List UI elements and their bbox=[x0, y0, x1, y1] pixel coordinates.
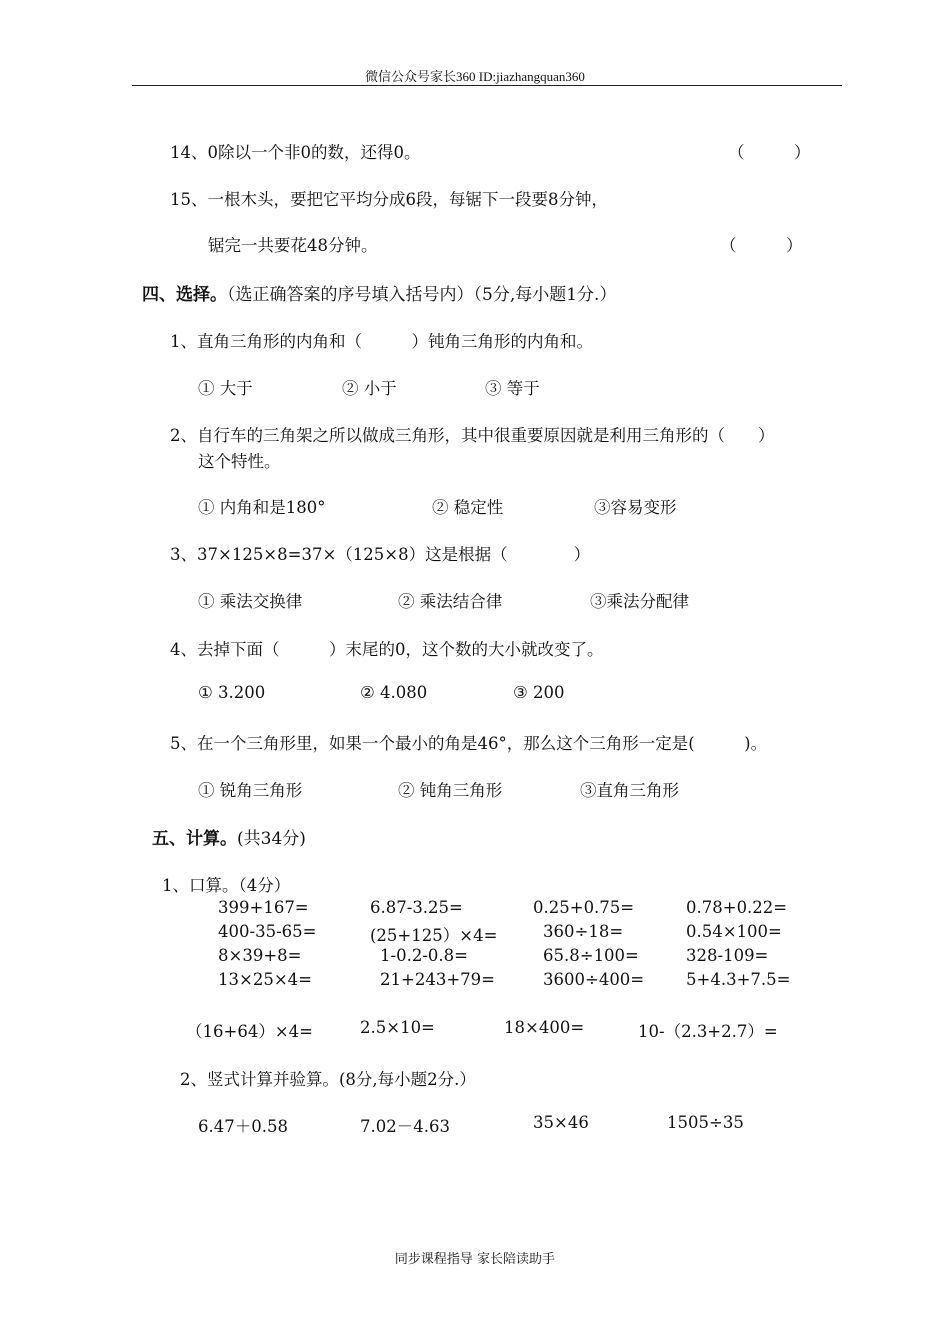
oral-item: （16+64）×4= bbox=[186, 1022, 313, 1041]
section-4-title: 四、选择。 bbox=[142, 285, 227, 305]
oral-item: 5+4.3+7.5= bbox=[686, 970, 791, 989]
page-header: 微信公众号家长360 ID:jiazhangquan360 bbox=[365, 69, 585, 84]
choice-q5-option-3: ③直角三角形 bbox=[580, 781, 679, 800]
oral-item: 21+243+79= bbox=[380, 970, 495, 989]
choice-q4-option-2: ② 4.080 bbox=[360, 683, 428, 702]
choice-q3-option-2: ② 乘法结合律 bbox=[398, 592, 503, 611]
oral-item: 13×25×4= bbox=[218, 970, 312, 989]
question-14: 14、0除以一个非0的数，还得0。 bbox=[170, 143, 421, 162]
choice-q4-option-3: ③ 200 bbox=[513, 683, 565, 702]
header-rule bbox=[132, 85, 842, 86]
oral-item: 2.5×10= bbox=[360, 1018, 435, 1037]
question-15-line1: 15、一根木头，要把它平均分成6段，每锯下一段要8分钟， bbox=[170, 190, 608, 209]
oral-item: 0.54×100= bbox=[686, 922, 782, 941]
oral-item: 0.78+0.22= bbox=[686, 898, 788, 917]
choice-q4-option-1: ① 3.200 bbox=[198, 683, 266, 702]
oral-item: 328-109= bbox=[686, 946, 769, 965]
section-5-note: (共34分) bbox=[237, 829, 306, 849]
question-15-line2: 锯完一共要花48分钟。 bbox=[208, 236, 378, 255]
choice-q1-option-2: ② 小于 bbox=[342, 379, 397, 398]
oral-item: 6.87-3.25= bbox=[370, 898, 463, 917]
oral-calc-title: 1、口算。（4分） bbox=[162, 876, 291, 895]
oral-item: 65.8÷100= bbox=[543, 946, 639, 965]
vertical-calc-item: 6.47＋0.58 bbox=[198, 1117, 288, 1136]
page-footer: 同步课程指导 家长陪读助手 bbox=[394, 1252, 556, 1267]
choice-q1-option-1: ① 大于 bbox=[198, 379, 253, 398]
vertical-calc-item: 7.02－4.63 bbox=[360, 1117, 450, 1136]
section-5-heading bbox=[152, 824, 306, 849]
oral-item: 0.25+0.75= bbox=[533, 898, 635, 917]
choice-q3-option-3: ③乘法分配律 bbox=[590, 592, 689, 611]
vertical-calc-item: 35×46 bbox=[533, 1113, 589, 1132]
choice-q5-option-1: ① 锐角三角形 bbox=[198, 781, 303, 800]
choice-q5: 5、在一个三角形里，如果一个最小的角是46°，那么这个三角形一定是( )。 bbox=[170, 734, 768, 753]
oral-item: 8×39+8= bbox=[218, 946, 302, 965]
answer-paren-15: （ ） bbox=[720, 236, 803, 255]
vertical-calc-item: 1505÷35 bbox=[667, 1113, 744, 1132]
oral-item: 400-35-65= bbox=[218, 922, 317, 941]
choice-q3-option-1: ① 乘法交换律 bbox=[198, 592, 303, 611]
choice-q2-line1: 2、自行车的三角架之所以做成三角形，其中很重要原因就是利用三角形的（ ） bbox=[170, 426, 775, 445]
choice-q3: 3、37×125×8=37×（125×8）这是根据（ ） bbox=[170, 545, 591, 564]
section-4-heading bbox=[142, 280, 616, 305]
choice-q5-option-2: ② 钝角三角形 bbox=[398, 781, 503, 800]
oral-item: 399+167= bbox=[218, 898, 309, 917]
oral-item: 3600÷400= bbox=[543, 970, 645, 989]
choice-q1: 1、直角三角形的内角和（ ）钝角三角形的内角和。 bbox=[170, 332, 593, 351]
oral-item: 10-（2.3+2.7）= bbox=[638, 1022, 778, 1041]
oral-item: 1-0.2-0.8= bbox=[380, 946, 468, 965]
choice-q2-option-1: ① 内角和是180° bbox=[198, 498, 326, 517]
oral-item: 360÷18= bbox=[543, 922, 624, 941]
oral-item: (25+125）×4= bbox=[370, 926, 498, 945]
answer-paren-14: （ ） bbox=[728, 143, 811, 162]
choice-q2-option-2: ② 稳定性 bbox=[432, 498, 504, 517]
choice-q2-line2: 这个特性。 bbox=[198, 452, 281, 471]
oral-item: 18×400= bbox=[504, 1018, 585, 1037]
section-5-title: 五、计算。 bbox=[152, 829, 237, 849]
section-4-note: （选正确答案的序号填入括号内）（5分,每小题1分.） bbox=[227, 285, 617, 305]
choice-q2-option-3: ③容易变形 bbox=[594, 498, 677, 517]
choice-q4: 4、去掉下面（ ）末尾的0，这个数的大小就改变了。 bbox=[170, 640, 604, 659]
vertical-calc-title: 2、竖式计算并验算。(8分,每小题2分.） bbox=[180, 1070, 476, 1089]
choice-q1-option-3: ③ 等于 bbox=[485, 379, 540, 398]
